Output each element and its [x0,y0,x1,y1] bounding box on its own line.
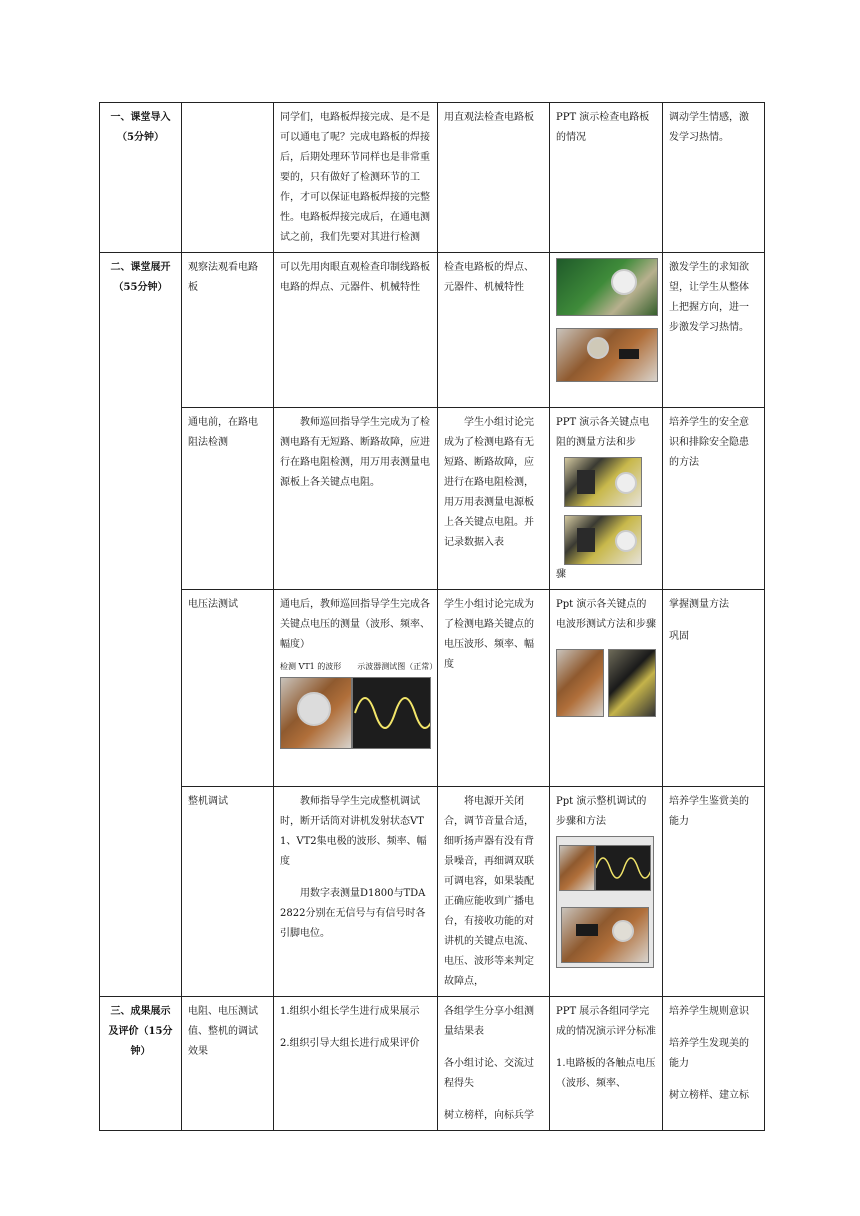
table-row [100,787,765,997]
teacher-activity-cell: 可以先用肉眼直观检查印制线路板电路的焊点、元器件、机械特性 [274,253,438,408]
intent-text: 培养学生规则意识 [669,1006,749,1017]
stage-cell: 一、课堂导入（5分钟） [100,103,182,253]
table-row [100,253,765,408]
tuning-screenshot [556,836,654,968]
student-activity-cell [438,408,550,590]
method-cell [182,103,274,253]
method-cell: 通电前，在路电阻法检测 [182,408,274,590]
media-text-tail: 骤 [556,569,566,580]
figure-caption: 检测 VT1 的波形 示波器测试图（正常） [280,662,438,671]
stage-cell: 三、成果展示及评价（15分钟） [100,997,182,1131]
intent-cell: 培养学生鉴赏美的能力 [663,787,765,997]
student-text: 将电源开关闭合，调节音量合适，细听扬声器有没有背景噪音，再细调双联可调电容，如果装配正确应能收到广播电台，有接收功能的对讲机的关键点电流、电压、波形等来判定故障点， [444,796,534,987]
intent-text: 巩固 [669,631,689,642]
table-row [100,997,765,1131]
method-cell: 观察法观看电路板 [182,253,274,408]
teacher-text: 2.组织引导大组长进行成果评价 [280,1038,420,1049]
media-cell: PPT 演示检查电路板的情况 [550,103,663,253]
intent-text: 掌握测量方法 [669,599,729,610]
circuit-board-photo [556,328,658,382]
media-text: Ppt 演示各关键点的电波形测试方法和步骤 [556,599,656,630]
teacher-text: 1.组织小组长学生进行成果展示 [280,1006,420,1017]
table-row [100,590,765,787]
teacher-text: 通电后，教师巡回指导学生完成各关键点电压的测量（波形、频率、幅度） [280,599,430,650]
teacher-text: 用数字表测量D1800与TDA2822分别在无信号与有信号时各引脚电位。 [280,888,426,939]
student-text: 学生小组讨论完成为了检测电路有无短路、断路故障，应进行在路电阻检测，用万用表测量电源板上各关键点电阻。并记录数据入表 [444,417,534,548]
media-text: 1.电路板的各触点电压（波形、频率、 [556,1058,656,1089]
student-activity-cell: 学生小组讨论完成为了检测电路关键点的电压波形、频率、幅度 [438,590,550,787]
intent-cell [663,997,765,1131]
teacher-activity-cell: 同学们，电路板焊接完成、是不是可以通电了呢？完成电路板的焊接后，后期处理环节同样也是非常重要的，只有做好了检测环节的工作，才可以保证电路板焊接的完整性。电路板焊接完成后，在通电测试之前，我们先要对其进行检测 [274,103,438,253]
table-row [100,103,765,253]
lesson-plan-table [99,102,765,1131]
teacher-activity-cell [274,997,438,1131]
multimeter-photo [564,457,642,507]
teacher-text: 教师指导学生完成整机调试时，断开话筒对讲机发射状态VT1、VT2集电极的波形、频率、幅度 [280,796,427,867]
circuit-board-photo [280,677,352,749]
multimeter-photo [564,515,642,565]
table-row [100,408,765,590]
oscilloscope-photo [352,677,431,749]
method-cell: 电压法测试 [182,590,274,787]
media-cell [550,997,663,1131]
circuit-board-photo [556,258,658,316]
media-cell [550,253,663,408]
circuit-board-photo [556,649,604,717]
media-cell [550,408,663,590]
media-cell [550,787,663,997]
teacher-activity-cell [274,408,438,590]
student-activity-cell [438,787,550,997]
media-text: PPT 演示各关键点电阻的测量方法和步 [556,417,650,448]
intent-text: 树立榜样、建立标 [669,1090,749,1101]
intent-cell: 调动学生情感，激发学习热情。 [663,103,765,253]
intent-text: 培养学生发现美的能力 [669,1038,749,1069]
teacher-text: 教师巡回指导学生完成为了检测电路有无短路、断路故障，应进行在路电阻检测，用万用表测量电源板上各关键点电阻。 [280,417,430,488]
teacher-activity-cell [274,787,438,997]
student-text: 各组学生分享小组测量结果表 [444,1006,534,1037]
intent-cell: 培养学生的安全意识和排除安全隐患的方法 [663,408,765,590]
oscilloscope-photo [608,649,656,717]
student-activity-cell: 检查电路板的焊点、元器件、机械特性 [438,253,550,408]
student-activity-cell: 用直观法检查电路板 [438,103,550,253]
student-activity-cell [438,997,550,1131]
media-text: Ppt 演示整机调试的步骤和方法 [556,796,647,827]
stage-cell: 二、课堂展开（55分钟） [100,253,182,997]
student-text: 各小组讨论、交流过程得失 [444,1058,534,1089]
method-cell: 电阻、电压测试值、整机的调试效果 [182,997,274,1131]
student-text: 树立榜样，向标兵学 [444,1110,534,1121]
media-cell [550,590,663,787]
method-cell: 整机调试 [182,787,274,997]
media-text: PPT 展示各组同学完成的情况演示评分标准 [556,1006,656,1037]
intent-cell [663,590,765,787]
teacher-activity-cell [274,590,438,787]
intent-cell: 激发学生的求知欲望，让学生从整体上把握方向，进一步激发学习热情。 [663,253,765,408]
